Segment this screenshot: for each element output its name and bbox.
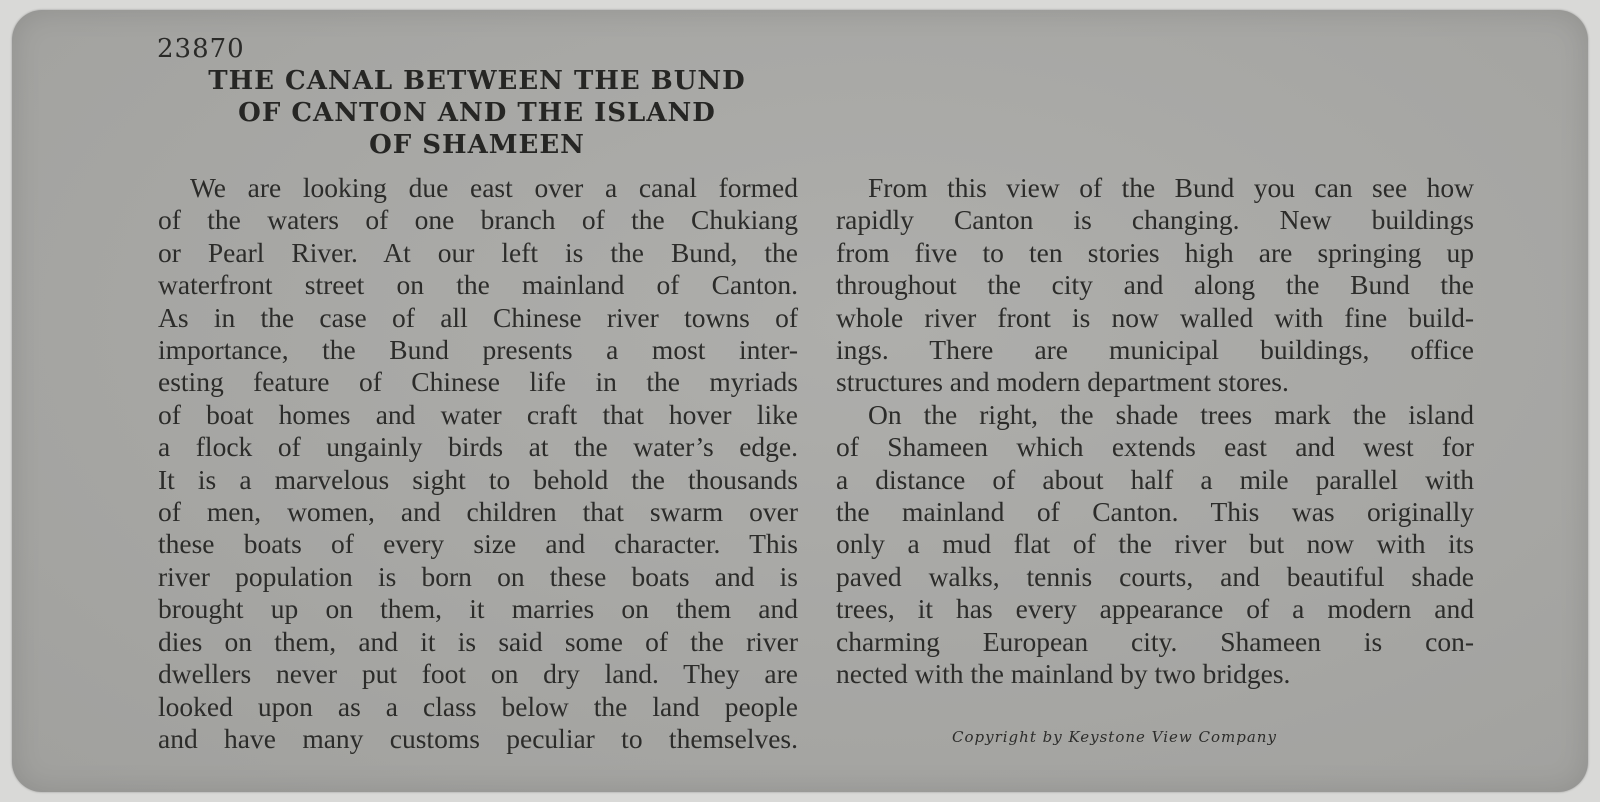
text-line: structures and modern department stores. [836, 366, 1289, 398]
text-line: dies on them, and it is said some of the river [158, 625, 798, 657]
text-line: charming European city. Shameen is con- [836, 625, 1474, 657]
text-line: As in the case of all Chinese river towns of [158, 301, 798, 333]
text-line: ings. There are municipal buildings, office [836, 334, 1474, 366]
text-line: from five to ten stories high are springing up [836, 236, 1474, 268]
text-line: throughout the city and along the Bund the [836, 269, 1474, 301]
text-line: It is a marvelous sight to behold the thousands [158, 463, 798, 495]
text-line: From this view of the Bund you can see how [868, 172, 1474, 203]
text-line: or Pearl River. At our left is the Bund, the [158, 236, 798, 268]
stereoview-card-back [12, 10, 1588, 792]
text-line: dwellers never put foot on dry land. They are [158, 658, 798, 690]
text-line: of men, women, and children that swarm over [158, 496, 798, 528]
card-title [152, 65, 802, 161]
text-line: of the waters of one branch of the Chukiang [158, 204, 798, 236]
catalog-number: 23870 [157, 34, 245, 64]
text-line: and have many customs peculiar to themselves. [158, 722, 798, 754]
text-line: We are looking due east over a canal formed [190, 172, 798, 203]
left-text-column [158, 172, 798, 755]
text-line: nected with the mainland by two bridges. [836, 658, 1291, 690]
text-line: a distance of about half a mile parallel with [836, 463, 1474, 495]
title-line: OF SHAMEEN [369, 130, 585, 160]
text-line: paved walks, tennis courts, and beautiful shade [836, 560, 1474, 592]
text-line: rapidly Canton is changing. New buildings [836, 204, 1474, 236]
text-line: a flock of ungainly birds at the water’s edge. [158, 431, 798, 463]
text-line: river population is born on these boats and is [158, 560, 798, 592]
copyright-notice: Copyright by Keystone View Company [952, 728, 1277, 746]
text-line: the mainland of Canton. This was originally [836, 496, 1474, 528]
text-line: esting feature of Chinese life in the myriads [158, 366, 798, 398]
text-line: these boats of every size and character. This [158, 528, 798, 560]
title-line: THE CANAL BETWEEN THE BUND [208, 66, 746, 96]
text-line: brought up on them, it marries on them and [158, 593, 798, 625]
text-line: On the right, the shade trees mark the island [868, 398, 1474, 430]
title-line: OF CANTON AND THE ISLAND [238, 98, 716, 128]
text-line: of boat homes and water craft that hover like [158, 398, 798, 430]
text-line: only a mud flat of the river but now with its [836, 528, 1474, 560]
text-line: looked upon as a class below the land people [158, 690, 798, 722]
text-line: whole river front is now walled with fine build- [836, 301, 1474, 333]
text-line: waterfront street on the mainland of Canton. [158, 269, 798, 301]
right-text-column [836, 172, 1474, 691]
text-line: trees, it has every appearance of a modern and [836, 593, 1474, 625]
text-line: of Shameen which extends east and west for [836, 431, 1474, 463]
text-line: importance, the Bund presents a most inter- [158, 334, 798, 366]
